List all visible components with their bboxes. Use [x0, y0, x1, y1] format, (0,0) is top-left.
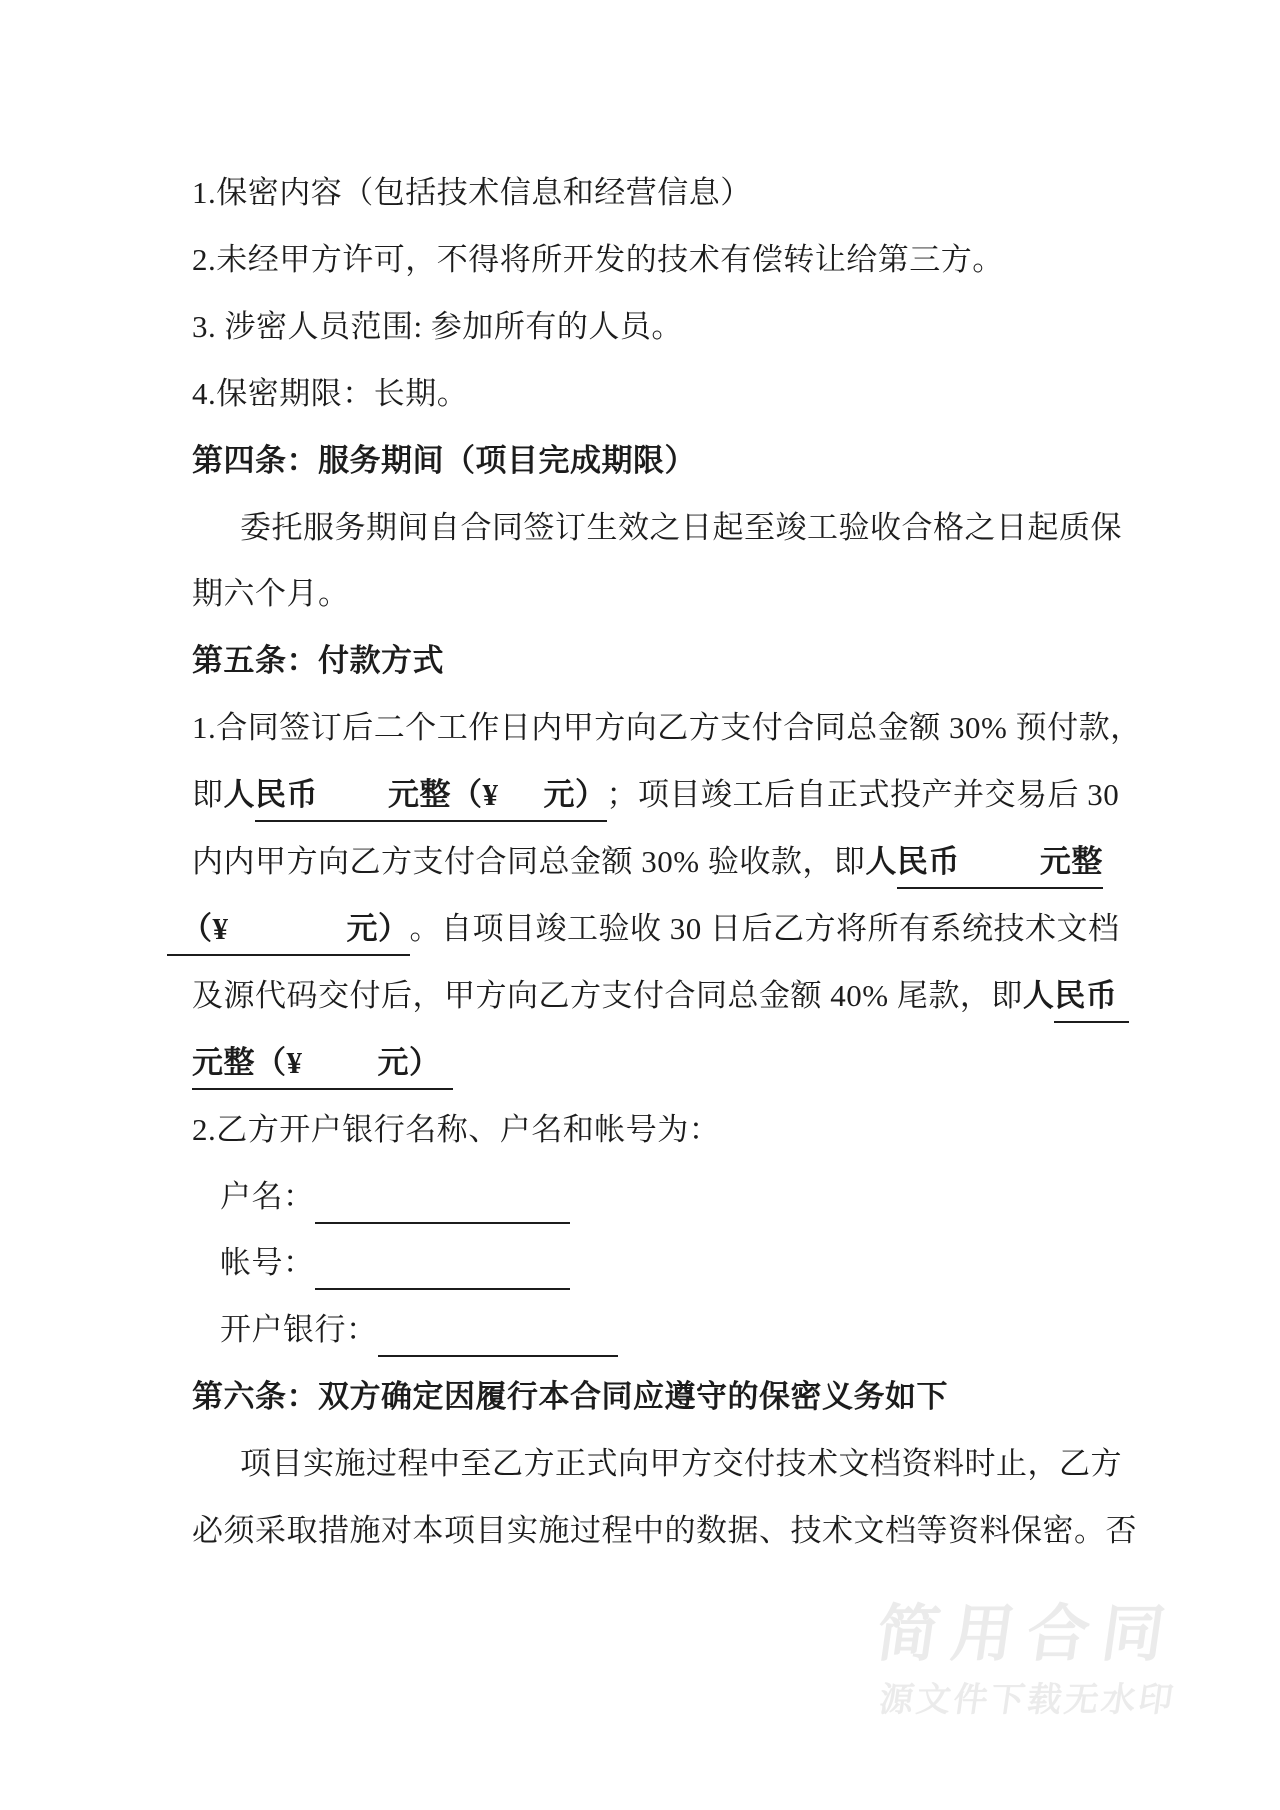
- underlined-field: [167, 908, 410, 956]
- underlined-field: [1054, 975, 1129, 1023]
- text-segment: 民币: [1054, 978, 1118, 1013]
- document-line: [192, 172, 752, 214]
- text-segment: 1.合同签订后二个工作日内甲方向乙方支付合同总金额 30% 预付款，: [192, 710, 1142, 745]
- text-segment: 元整（¥: [388, 777, 499, 812]
- document-line: [192, 707, 1142, 749]
- blank-space: [303, 1072, 378, 1073]
- document-line: [192, 841, 1103, 889]
- text-segment: 第四条：服务期间（项目完成期限）: [192, 443, 696, 478]
- text-segment: 第五条：付款方式: [192, 643, 444, 678]
- document-line: [192, 1510, 1137, 1552]
- text-segment: 必须采取措施对本项目实施过程中的数据、技术文档等资料保密。否: [192, 1513, 1137, 1548]
- text-segment: 元）: [346, 911, 410, 946]
- blank-space: [315, 1206, 570, 1207]
- document-line: [192, 573, 350, 615]
- document-line: [167, 908, 1120, 956]
- text-segment: 开户银行：: [220, 1312, 378, 1347]
- document-line: [192, 1042, 453, 1090]
- text-segment: 户名：: [220, 1179, 315, 1214]
- text-segment: 项目实施过程中至乙方正式向甲方交付技术文档资料时止，乙方: [240, 1446, 1122, 1481]
- document-line: [220, 1309, 618, 1357]
- underlined-field: [315, 1242, 570, 1290]
- text-segment: 民币: [255, 777, 318, 812]
- watermark-title: 简用合同: [872, 1600, 1183, 1669]
- blank-space: [499, 804, 544, 805]
- document-line: [240, 1443, 1122, 1485]
- text-segment: 及源代码交付后，甲方向乙方支付合同总金额 40% 尾款，即: [192, 978, 1023, 1013]
- document-line: [192, 440, 696, 482]
- text-segment: 4.保密期限：长期。: [192, 376, 469, 411]
- document-line: [240, 507, 1122, 549]
- text-segment: 民币: [896, 844, 960, 879]
- text-segment: 委托服务期间自合同签订生效之日起至竣工验收合格之日起质保: [240, 510, 1122, 545]
- text-segment: （¥: [181, 911, 229, 946]
- document-line: [192, 1109, 720, 1151]
- document-line: [192, 975, 1129, 1023]
- text-segment: 2.未经甲方许可，不得将所开发的技术有偿转让给第三方。: [192, 242, 1004, 277]
- blank-space: [229, 938, 347, 939]
- text-segment: 人: [223, 777, 255, 812]
- document-line: [220, 1242, 570, 1290]
- underlined-field: [378, 1309, 618, 1357]
- text-segment: ；项目竣工后自正式投产并交易后 30: [606, 777, 1120, 812]
- document-line: [192, 640, 444, 682]
- document-line: [192, 1376, 948, 1418]
- document-line: [192, 306, 683, 348]
- underlined-field: [897, 841, 1103, 889]
- text-segment: 2.乙方开户银行名称、户名和帐号为：: [192, 1112, 721, 1147]
- text-segment: 期六个月。: [192, 576, 350, 611]
- underlined-field: [192, 1042, 453, 1090]
- underlined-field: [255, 774, 607, 822]
- document-line: [192, 373, 468, 415]
- blank-space: [1117, 1005, 1129, 1006]
- text-segment: 。自项目竣工验收 30 日后乙方将所有系统技术文档: [409, 911, 1120, 946]
- text-segment: 3. 涉密人员范围: 参加所有的人员。: [192, 309, 683, 344]
- blank-space: [315, 1272, 570, 1273]
- text-segment: 元整（¥: [192, 1045, 303, 1080]
- text-segment: 帐号：: [220, 1245, 315, 1280]
- text-segment: 第六条：双方确定因履行本合同应遵守的保密义务如下: [192, 1379, 948, 1414]
- text-segment: 元）: [377, 1045, 441, 1080]
- text-segment: 即: [192, 777, 224, 812]
- document-line: [220, 1176, 570, 1224]
- blank-space: [167, 938, 181, 939]
- text-segment: 人: [865, 844, 897, 879]
- underlined-field: [315, 1176, 570, 1224]
- blank-space: [318, 804, 388, 805]
- blank-space: [960, 871, 1040, 872]
- text-segment: 1.保密内容（包括技术信息和经营信息）: [192, 175, 752, 210]
- document-line: [192, 239, 1004, 281]
- text-segment: 人: [1022, 978, 1055, 1013]
- text-segment: 元）: [543, 777, 607, 812]
- text-segment: 内内甲方向乙方支付合同总金额 30% 验收款，即: [192, 844, 866, 879]
- blank-space: [378, 1339, 618, 1340]
- text-segment: 元整: [1039, 844, 1103, 879]
- blank-space: [441, 1072, 453, 1073]
- watermark-subtitle: 源文件下载无水印: [876, 1681, 1179, 1719]
- document-line: [192, 774, 1119, 822]
